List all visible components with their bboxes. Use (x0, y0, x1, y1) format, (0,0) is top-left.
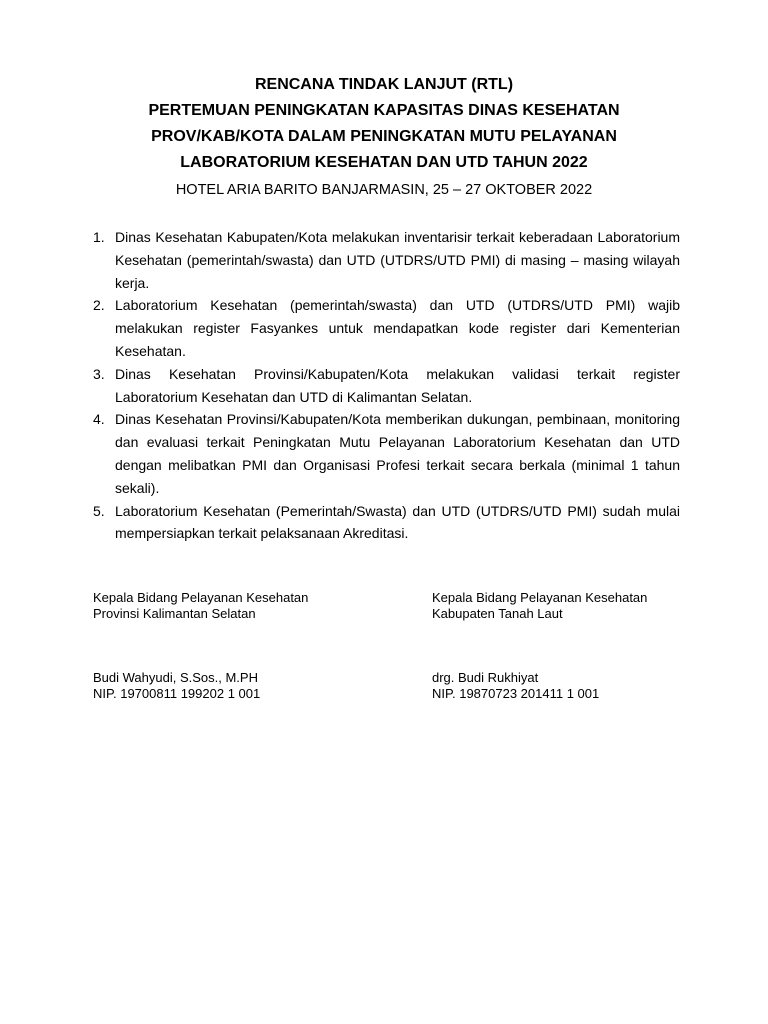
left-signatory-position-line2: Provinsi Kalimantan Selatan (93, 606, 256, 621)
list-item-number: 3. (93, 365, 105, 382)
right-signatory-position (432, 590, 647, 622)
list-item (88, 408, 680, 499)
list-item-text: Dinas Kesehatan Provinsi/Kabupaten/Kota memberikan dukungan, pembinaan, monitoring dan evaluasi terkait Peningkatan Mutu Pelayanan Laboratorium Kesehatan dan UTD dengan melibatkan PMI dan Organisasi Profesi terkait secara berkala (minimal 1 tahun sekali). (115, 411, 680, 496)
action-plan-list (88, 226, 680, 545)
list-item (88, 500, 680, 546)
left-signatory (93, 670, 260, 702)
list-item-number: 1. (93, 229, 105, 245)
left-signatory-name: Budi Wahyudi, S.Sos., M.PH (93, 670, 258, 685)
right-signatory-name: drg. Budi Rukhiyat (432, 670, 539, 685)
list-item (88, 363, 680, 409)
title-line-1: RENCANA TINDAK LANJUT (RTL) (254, 76, 514, 93)
list-item-text: Laboratorium Kesehatan (Pemerintah/Swasta) dan UTD (UTDRS/UTD PMI) sudah mulai mempersiapkan terkait pelaksanaan Akreditasi. (115, 502, 680, 542)
right-signatory-nip: NIP. 19870723 201411 1 001 (432, 686, 600, 701)
list-item-text: Dinas Kesehatan Kabupaten/Kota melakukan inventarisir terkait keberadaan Laboratorium Kesehatan (pemerintah/swasta) dan UTD (UTDRS/UTD PMI) di masing – masing wilayah kerja. (115, 229, 680, 291)
title-line-2: PERTEMUAN PENINGKATAN KAPASITAS DINAS KESEHATAN (148, 102, 620, 119)
right-signatory-position-line1: Kepala Bidang Pelayanan Kesehatan (432, 590, 648, 605)
title-line-4: LABORATORIUM KESEHATAN DAN UTD TAHUN 2022 (180, 154, 588, 171)
document-header (60, 72, 708, 200)
list-item-text: Dinas Kesehatan Provinsi/Kabupaten/Kota melakukan validasi terkait register Laboratorium Kesehatan dan UTD di Kalimantan Selatan. (115, 365, 680, 405)
left-signatory-nip: NIP. 19700811 199202 1 001 (93, 686, 261, 701)
list-item-number: 5. (93, 502, 105, 519)
list-item-number: 4. (93, 411, 105, 428)
right-signatory (432, 670, 599, 702)
title-line-3: PROV/KAB/KOTA DALAM PENINGKATAN MUTU PELAYANAN (151, 128, 617, 145)
list-item (88, 226, 680, 294)
right-signatory-position-line2: Kabupaten Tanah Laut (432, 606, 563, 621)
list-item-number: 2. (93, 297, 105, 314)
list-item-text: Laboratorium Kesehatan (pemerintah/swasta) dan UTD (UTDRS/UTD PMI) wajib melakukan register Fasyankes untuk mendapatkan kode register dari Kementerian Kesehatan. (115, 297, 680, 359)
left-signatory-position-line1: Kepala Bidang Pelayanan Kesehatan (93, 590, 309, 605)
document-subtitle: HOTEL ARIA BARITO BANJARMASIN, 25 – 27 OKTOBER 2022 (175, 182, 593, 198)
list-item (88, 294, 680, 362)
left-signatory-position (93, 590, 308, 622)
